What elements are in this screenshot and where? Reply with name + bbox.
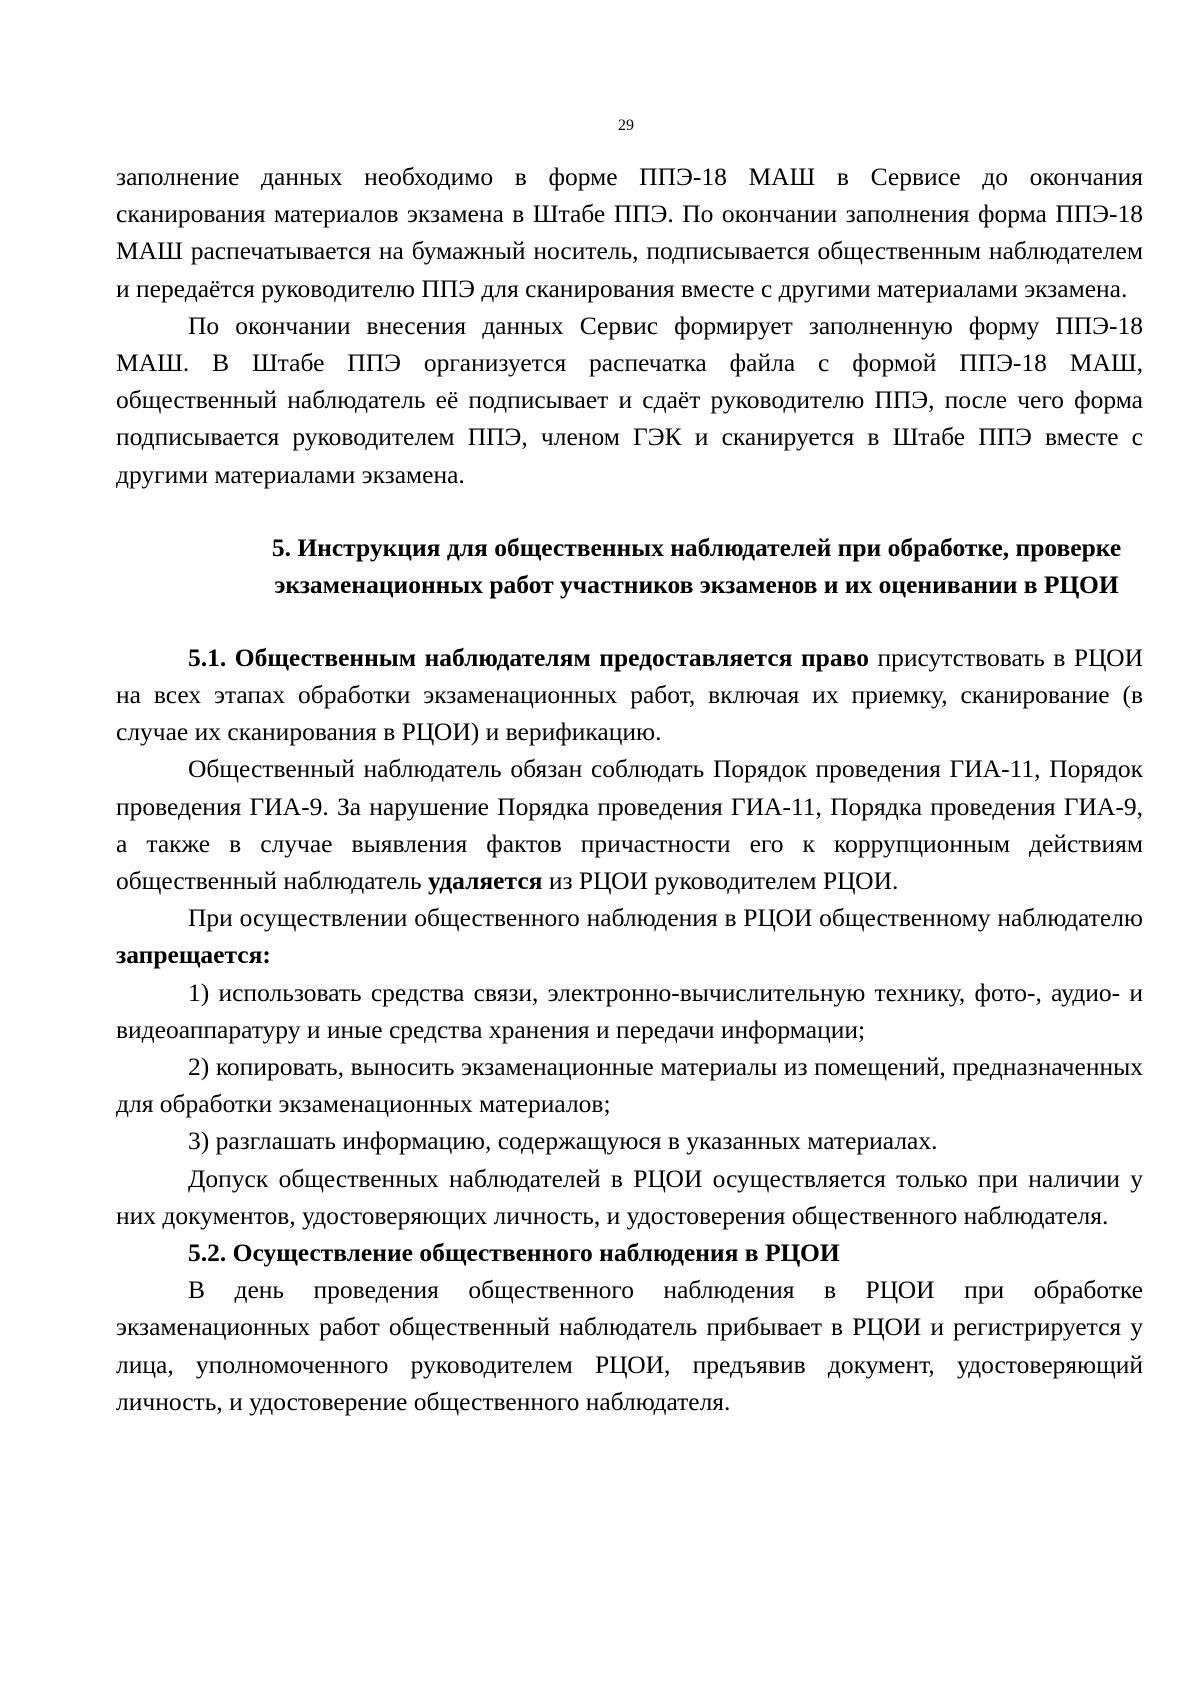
section-5-2-heading-text: 5.2. Осуществление общественного наблюдения в РЦОИ xyxy=(188,1238,840,1268)
prohibition-item-2: 2) копировать, выносить экзаменационные материалы из помещений, предназначенных для обработки экзаменационных материалов; xyxy=(116,1052,1143,1119)
obligation-text-b: из РЦОИ руководителем РЦОИ. xyxy=(542,866,899,896)
paragraph-form-filling: заполнение данных необходимо в форме ППЭ-18 МАШ в Сервисе до окончания сканирования материалов экзамена в Штабе ППЭ. По окончании заполнения форма ППЭ-18 МАШ распечатывается на бумажный носитель, подписывается общественным наблюдателем и передаётся руководителю ППЭ для сканирования вместе с другими материалами экзамена. xyxy=(116,162,1143,303)
page-number: 29 xyxy=(618,117,634,134)
prohibition-item-1: 1) использовать средства связи, электронно-вычислительную технику, фото-, аудио- и видеоаппаратуру и иные средства хранения и передачи информации; xyxy=(116,977,1143,1044)
obligation-text-a: Общественный наблюдатель обязан соблюдать Порядок проведения ГИА-11, Порядок проведения ГИА-9. За нарушение Порядка проведения ГИА-11, Порядка проведения ГИА-9, а также в случае выявления фактов причастности его к коррупционным действиям общественный наблюдатель xyxy=(116,754,1143,896)
prohibition-text: При осуществлении общественного наблюдения в РЦОИ общественному наблюдателю xyxy=(188,903,1143,933)
paragraph-obligation xyxy=(116,750,1143,899)
section-5-heading: 5. Инструкция для общественных наблюдателей при обработке, проверке экзаменационных работ участников экзаменов и их оценивании в РЦОИ xyxy=(271,532,1122,599)
paragraph-admission: Допуск общественных наблюдателей в РЦОИ осуществляется только при наличии у них документов, удостоверяющих личность, и удостоверения общественного наблюдателя. xyxy=(116,1163,1143,1230)
section-5-2-paragraph: В день проведения общественного наблюдения в РЦОИ при обработке экзаменационных работ общественный наблюдатель прибывает в РЦОИ и регистрируется у лица, уполномоченного руководителем РЦОИ, предъявив документ, удостоверяющий личность, и удостоверение общественного наблюдателя. xyxy=(116,1275,1143,1416)
section-5-1-text: присутствовать в РЦОИ на всех этапах обработки экзаменационных работ, включая их приемку, сканирование (в случае их сканирования в РЦОИ) и верификацию. xyxy=(116,642,1144,747)
section-5-1-paragraph xyxy=(116,639,1143,751)
document-body xyxy=(116,158,1143,1420)
paragraph-prohibition xyxy=(116,899,1143,973)
section-5-1-bold-lead: 5.1. Общественным наблюдателям предоставляется право xyxy=(188,642,869,672)
paragraph-service-form: По окончании внесения данных Сервис формирует заполненную форму ППЭ-18 МАШ. В Штабе ППЭ организуется распечатка файла с формой ППЭ-18 МАШ, общественный наблюдатель её подписывает и сдаёт руководителю ППЭ, после чего форма подписывается руководителем ППЭ, членом ГЭК и сканируется в Штабе ППЭ вместе с другими материалами экзамена. xyxy=(116,310,1143,489)
prohibition-bold-word: запрещается: xyxy=(116,940,271,970)
prohibition-item-3: 3) разглашать информацию, содержащуюся в указанных материалах. xyxy=(188,1126,938,1156)
section-5-2-heading xyxy=(116,1234,1143,1271)
obligation-bold-word: удаляется xyxy=(428,866,543,896)
